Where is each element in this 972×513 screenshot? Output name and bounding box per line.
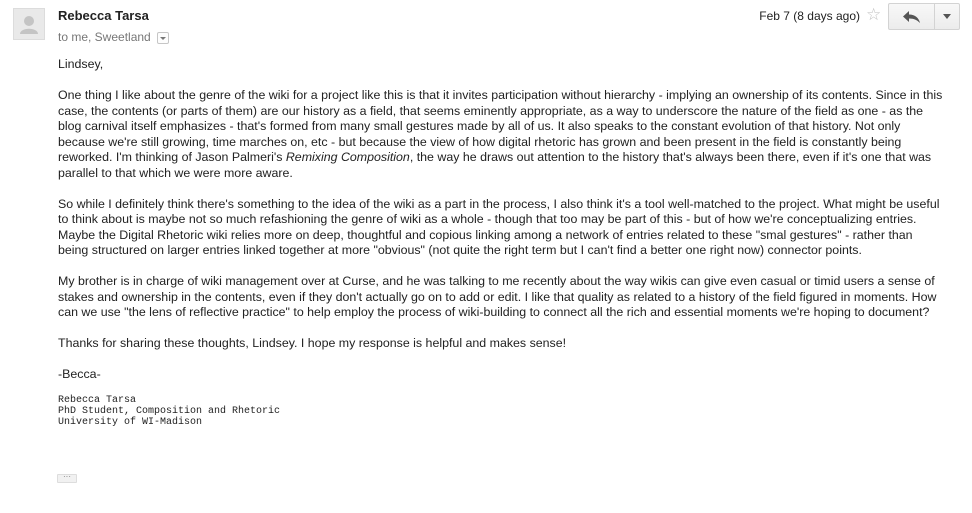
- paragraph-1-text-b: , the way he draws out attention to the history that's always been there, even if it's one that was parallel to that which we were more aware.: [58, 150, 932, 180]
- signature-name: Rebecca Tarsa: [58, 394, 137, 406]
- show-trimmed-content-button[interactable]: ···: [57, 474, 77, 483]
- chevron-down-icon: [943, 14, 951, 19]
- paragraph-1-text-a: One thing I like about the genre of the wiki for a project like this is that it invites participation without hierarchy - implying an ownership of its contents. Since in this case, the contents (or parts of them) are our history as a field, that seems eminently appropriate, as a way to underscore the nature of the field as one - as the blog carnival itself emphasizes - that's formed from many small gestures made by all of us. It also speaks to the constant evolution of that history. Not only because we're still growing, time marches on, etc - but because the view of how digital rhetoric has grown and been present in the field is constantly being reworked. I'm thinking of Jason Palmeri's: [58, 88, 943, 164]
- paragraph-4: Thanks for sharing these thoughts, Lindsey. I hope my response is helpful and makes sense!: [58, 336, 567, 350]
- signature-title: PhD Student, Composition and Rhetoric: [58, 405, 281, 417]
- message-body: [58, 57, 943, 428]
- signature-block: [58, 395, 943, 428]
- person-icon: [14, 9, 44, 39]
- reply-button-group: [888, 3, 960, 30]
- sender-name[interactable]: Rebecca Tarsa: [58, 8, 149, 23]
- message-date[interactable]: Feb 7 (8 days ago): [759, 9, 860, 23]
- signature-org: University of WI-Madison: [58, 416, 203, 428]
- signoff: -Becca-: [58, 367, 101, 381]
- book-title: Remixing Composition: [285, 150, 410, 164]
- paragraph-1: [58, 88, 943, 181]
- paragraph-3: My brother is in charge of wiki management over at Curse, and he was talking to me recently about the way wikis can give even casual or timid users a sense of stakes and ownership in the contents, even if they don't actually go on to add or edit. I like that quality as related to a history of the field figured in moments. How can we use "the lens of reflective practice" to help employ the process of wiki-building to connect all the rich and essential moments we're hoping to document?: [58, 274, 937, 319]
- recipients-text: to me, Sweetland: [58, 29, 151, 44]
- reply-button[interactable]: [889, 4, 935, 29]
- paragraph-2: So while I definitely think there's something to the idea of the wiki as a part in the process, I also think it's a tool well-matched to the project. What might be useful to think about is maybe not so much refashioning the genre of wiki as a whole - though that too may be part of this - but of how we're conceptualizing entries. Maybe the Digital Rhetoric wiki relies more on deep, thoughtful and copious linking among a network of entries related to these "smal gestures" - rather than being structured on larger entries linked together at more "obvious" (not quite the right term but I can't find a better one right now) connector points.: [58, 196, 940, 257]
- sender-avatar[interactable]: [13, 8, 45, 40]
- greeting: Lindsey,: [58, 57, 104, 71]
- reply-arrow-icon: [903, 11, 921, 23]
- show-details-toggle[interactable]: [157, 32, 169, 44]
- more-actions-button[interactable]: [935, 4, 959, 29]
- star-icon[interactable]: ☆: [866, 5, 882, 24]
- recipients-line: [58, 29, 169, 44]
